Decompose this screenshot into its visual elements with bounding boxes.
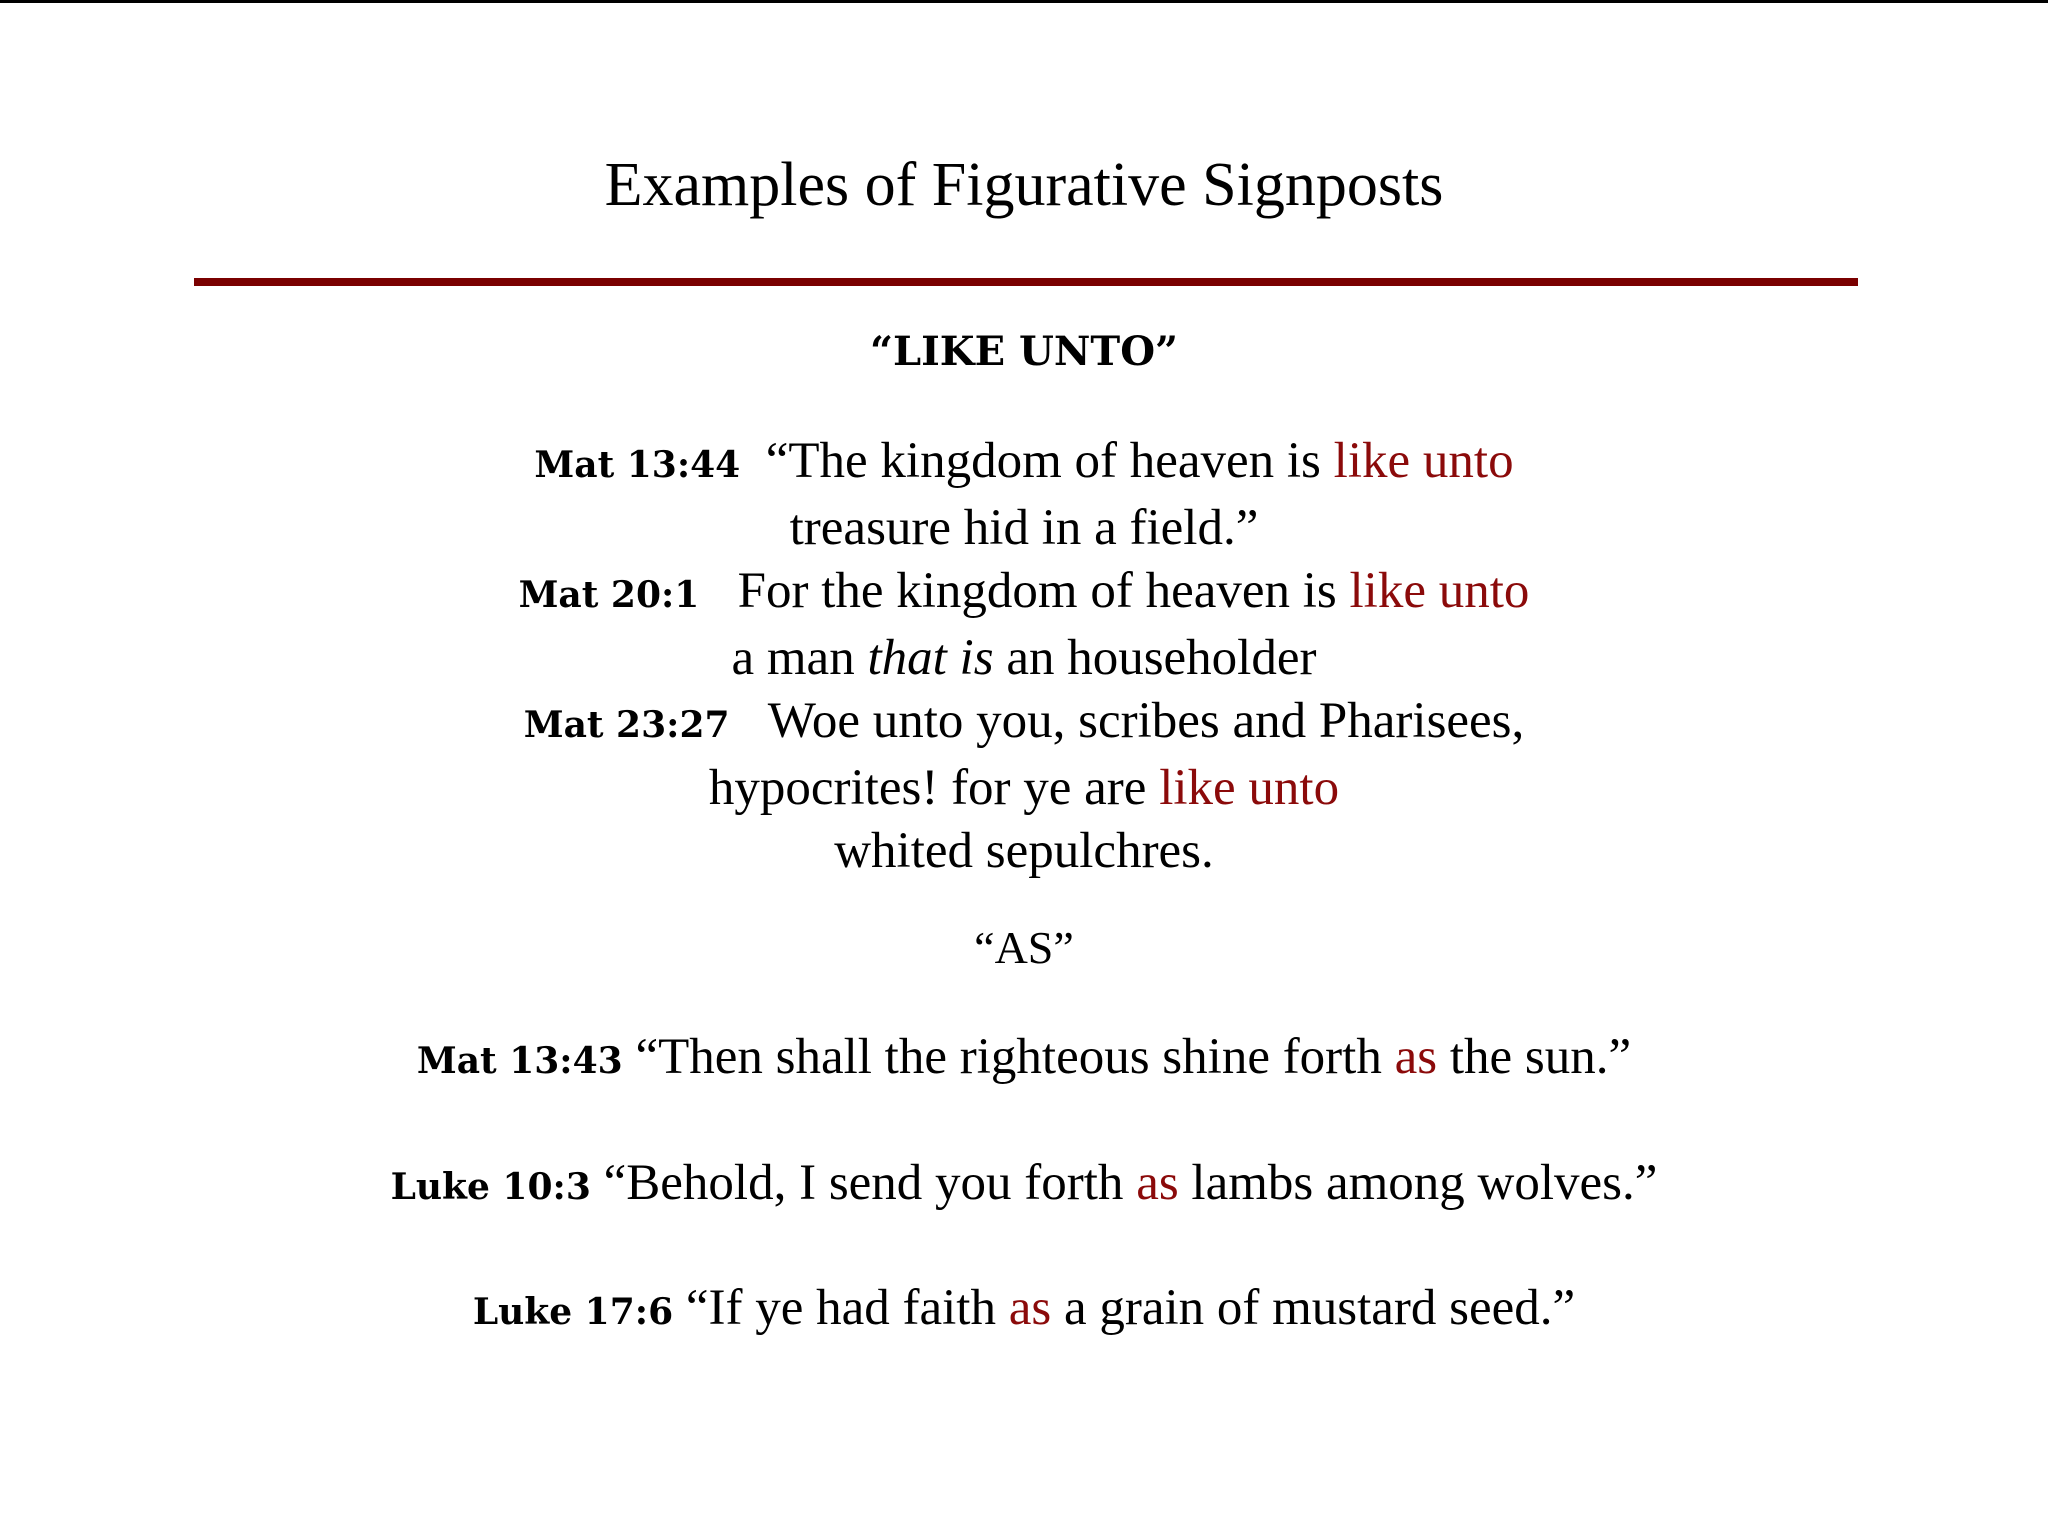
highlighted-signpost: as (1394, 1029, 1438, 1085)
like-unto-verses (0, 430, 2048, 883)
verse-line (0, 1152, 2048, 1219)
verse-reference: Luke 17:6 (472, 1291, 674, 1333)
verse-line (0, 1277, 2048, 1344)
verse-text: lambs among wolves.” (1178, 1155, 1658, 1211)
verse-line (0, 757, 2048, 820)
like-unto-heading-block (0, 322, 2048, 382)
verse-text: a grain of mustard seed.” (1051, 1280, 1576, 1336)
verse-line (0, 690, 2048, 757)
slide-title: Examples of Figurative Signposts (604, 151, 1444, 219)
as-verse-1 (0, 1026, 2048, 1093)
as-verse-2 (0, 1152, 2048, 1219)
verse-text: “Then shall the righteous shine forth (635, 1029, 1395, 1085)
highlighted-signpost: like unto (1349, 563, 1530, 619)
verse-text: Woe unto you, scribes and Pharisees, (767, 693, 1525, 749)
section-heading-as: “AS” (974, 922, 1074, 973)
verse-reference: Mat 13:44 (534, 444, 741, 486)
verse-reference: Mat 13:43 (416, 1040, 623, 1082)
as-verse-3 (0, 1277, 2048, 1344)
verse-line (0, 497, 2048, 560)
verse-text: an householder (993, 630, 1317, 686)
verse-text: For the kingdom of heaven is (737, 563, 1350, 619)
verse-text: hypocrites! for ye are (708, 760, 1160, 816)
highlighted-signpost: as (1008, 1280, 1052, 1336)
verse-text: “Behold, I send you forth (603, 1155, 1137, 1211)
highlighted-signpost: like unto (1333, 433, 1514, 489)
verse-line (0, 430, 2048, 497)
verse-reference: Mat 23:27 (523, 704, 730, 746)
verse-line (0, 820, 2048, 883)
title-underline (194, 278, 1858, 286)
verse-reference: Mat 20:1 (518, 574, 700, 616)
verse-text (712, 563, 738, 619)
verse-text: a man (731, 630, 868, 686)
verse-reference: Luke 10:3 (390, 1166, 591, 1208)
italic-text: that is (867, 630, 994, 686)
verse-line (0, 560, 2048, 627)
verse-text (742, 693, 768, 749)
highlighted-signpost: like unto (1159, 760, 1340, 816)
verse-text: whited sepulchres. (834, 823, 1214, 879)
verse-text (753, 433, 766, 489)
verse-text: treasure hid in a field.” (789, 500, 1259, 556)
verse-line (0, 627, 2048, 690)
as-heading-block (0, 918, 2048, 978)
verse-text: “If ye had faith (685, 1280, 1009, 1336)
top-border (0, 0, 2048, 3)
highlighted-signpost: as (1136, 1155, 1179, 1211)
verse-line (0, 1026, 2048, 1093)
verse-text: the sun.” (1437, 1029, 1632, 1085)
verse-text: “The kingdom of heaven is (765, 433, 1334, 489)
section-heading-like-unto: “LIKE UNTO” (869, 328, 1179, 375)
